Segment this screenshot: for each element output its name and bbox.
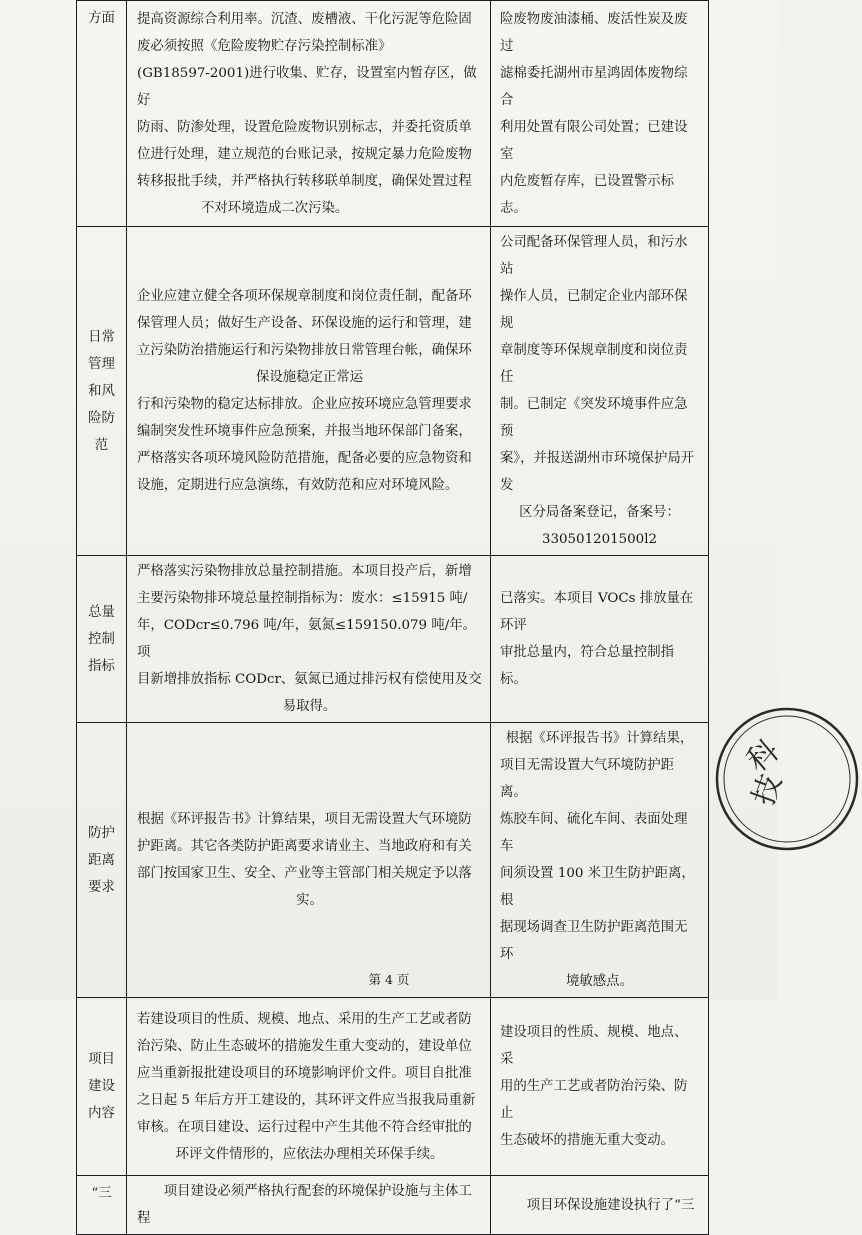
status-line: 公司配备环保管理人员，和污水站: [500, 235, 688, 277]
requirement-line: 部门按国家卫生、安全、产业等主管部门相关规定予以落: [137, 866, 472, 881]
requirement-line: 保设施稳定正常运: [255, 370, 364, 385]
requirement-line: 立污染防治措施运行和污染物排放日常管理台帐，确保环: [137, 343, 472, 358]
seal-stamp: [712, 704, 862, 854]
requirement-line: 目新增排放指标 CODcr、氨氮已通过排污权有偿使用及交: [137, 672, 482, 687]
requirement-line: 实。: [296, 893, 323, 908]
table-row: [77, 998, 709, 1176]
requirements-table: [76, 0, 709, 1235]
requirement-line: 环评文件情形的，应依法办理相关环保手续。: [175, 1146, 444, 1162]
requirement-cell: [127, 227, 491, 556]
status-line: 利用处置有限公司处置；已建设室: [500, 119, 688, 162]
requirement-cell: [127, 723, 491, 998]
requirement-cell: [127, 556, 491, 723]
status-line: 滤棉委托湖州市星鸿固体废物综合: [500, 65, 688, 108]
status-cell: [491, 998, 709, 1176]
svg-text:技: 技: [746, 769, 790, 811]
requirement-line: 护距离。其它各类防护距离要求请业主、当地政府和有关: [137, 839, 472, 854]
requirement-line: 严格落实各项环境风险防范措施，配备必要的应急物资和: [137, 451, 472, 466]
status-line: 根据《环评报告书》计算结果，: [505, 731, 694, 746]
requirement-cell: [127, 1176, 491, 1235]
svg-text:科: 科: [740, 733, 786, 780]
category-cell: [77, 227, 127, 556]
status-line: 操作人员，已制定企业内部环保规: [500, 289, 688, 331]
requirement-line: 易取得。: [282, 699, 337, 714]
status-line: 炼胶车间、硫化车间、表面处理车: [500, 812, 688, 854]
requirement-line: 年，CODcr≤0.796 吨/年，氨氮≤159150.079 吨/年。项: [137, 618, 477, 660]
status-line: 审批总量内，符合总量控制指标。: [500, 645, 675, 687]
requirement-line: 企业应建立健全各项环保规章制度和岗位责任制，配备环: [137, 289, 472, 304]
status-line: 章制度等环保规章制度和岗位责任: [500, 343, 688, 385]
requirement-line: 应当重新报批建设项目的环境影响评价文件。项目自批准: [137, 1065, 472, 1081]
requirement-line: 设施，定期进行应急演练，有效防范和应对环境风险。: [137, 478, 459, 493]
status-line: 险废物废油漆桶、废活性炭及废过: [500, 11, 688, 54]
requirement-line: 不对环境造成二次污染。: [201, 200, 349, 216]
category-cell: [77, 723, 127, 998]
status-line: 项目环保设施建设执行了“三: [526, 1197, 695, 1213]
status-line: 间须设置 100 米卫生防护距离，根: [500, 866, 695, 908]
category-label: 总量控制指标: [88, 604, 115, 674]
requirement-line: 治污染、防止生态破坏的措施发生重大变动的，建设单位: [137, 1038, 472, 1054]
category-label: “三: [91, 1186, 112, 1201]
requirement-line: 提高资源综合利用率。沉渣、废槽液、干化污泥等危险固: [137, 11, 472, 27]
requirement-line: 主要污染物排环境总量控制指标为：废水：≤15915 吨/: [137, 591, 468, 606]
status-line: 区分局备案登记，备案号：: [519, 505, 680, 520]
status-cell: [491, 723, 709, 998]
status-line: 用的生产工艺或者防治污染、防止: [500, 1079, 688, 1121]
category-cell: [77, 998, 127, 1176]
requirement-line: 之日起 5 年后方开工建设的，其环评文件应当报我局重新: [137, 1092, 476, 1108]
requirement-line: 保管理人员；做好生产设备、环保设施的运行和管理，建: [137, 316, 472, 331]
requirement-line: 严格落实污染物排放总量控制措施。本项目投产后，新增: [137, 564, 472, 579]
category-label: 防护距离要求: [88, 825, 115, 895]
table-row: [77, 556, 709, 723]
status-line: 生态破坏的措施无重大变动。: [500, 1133, 675, 1148]
requirement-line: 转移报批手续，并严格执行转移联单制度，确保处置过程: [137, 173, 472, 189]
category-cell: [77, 1, 127, 227]
table-row: [77, 1, 709, 227]
category-label: 日常管理和风险防范: [88, 329, 115, 453]
status-cell: [491, 556, 709, 723]
requirement-line: 废必须按照《危险废物贮存污染控制标准》: [137, 38, 392, 54]
status-cell: [491, 1, 709, 227]
requirement-line: 根据《环评报告书》计算结果，项目无需设置大气环境防: [137, 812, 472, 827]
status-cell: [491, 1176, 709, 1235]
requirement-cell: [127, 998, 491, 1176]
requirement-line: 审核。在项目建设、运行过程中产生其他不符合经审批的: [137, 1119, 472, 1135]
status-line: 项目无需设置大气环境防护距离。: [500, 758, 675, 800]
category-cell: [77, 556, 127, 723]
requirement-cell: [127, 1, 491, 227]
requirement-line: 行和污染物的稳定达标排放。企业应按环境应急管理要求: [137, 397, 472, 412]
requirement-line: 位进行处理，建立规范的台账记录，按规定暴力危险废物: [137, 146, 472, 162]
status-line: 境敏感点。: [566, 974, 633, 989]
category-label: 项目建设内容: [88, 1052, 115, 1121]
status-line: 内危废暂存库，已设置警示标志。: [500, 173, 675, 216]
requirement-line: 项目建设必须严格执行配套的环境保护设施与主体工程: [137, 1184, 472, 1226]
requirement-line: 若建设项目的性质、规模、地点、采用的生产工艺或者防: [137, 1011, 472, 1027]
category-cell: [77, 1176, 127, 1235]
page-number: 第 4 页: [368, 972, 410, 987]
status-cell: [491, 227, 709, 556]
status-line: 已落实。本项目 VOCs 排放量在环评: [500, 591, 694, 633]
status-line: 建设项目的性质、规模、地点、采: [500, 1025, 688, 1067]
table-row: [77, 227, 709, 556]
table-row: [77, 1176, 709, 1235]
status-line: 据现场调查卫生防护距离范围无环: [500, 920, 688, 962]
requirement-line: (GB18597-2001)进行收集、贮存，设置室内暂存区，做好: [137, 65, 477, 108]
category-label: 方面: [88, 11, 115, 26]
table-row: [77, 723, 709, 998]
requirement-line: 编制突发性环境事件应急预案，并报当地环保部门备案，: [137, 424, 472, 439]
status-line: 制。已制定《突发环境事件应急预: [500, 397, 688, 439]
status-line: 330501201500l2: [541, 532, 658, 547]
status-line: 案》，并报送湖州市环境保护局开发: [500, 451, 695, 493]
requirement-line: 防雨、防渗处理，设置危险废物识别标志，并委托资质单: [137, 119, 472, 135]
